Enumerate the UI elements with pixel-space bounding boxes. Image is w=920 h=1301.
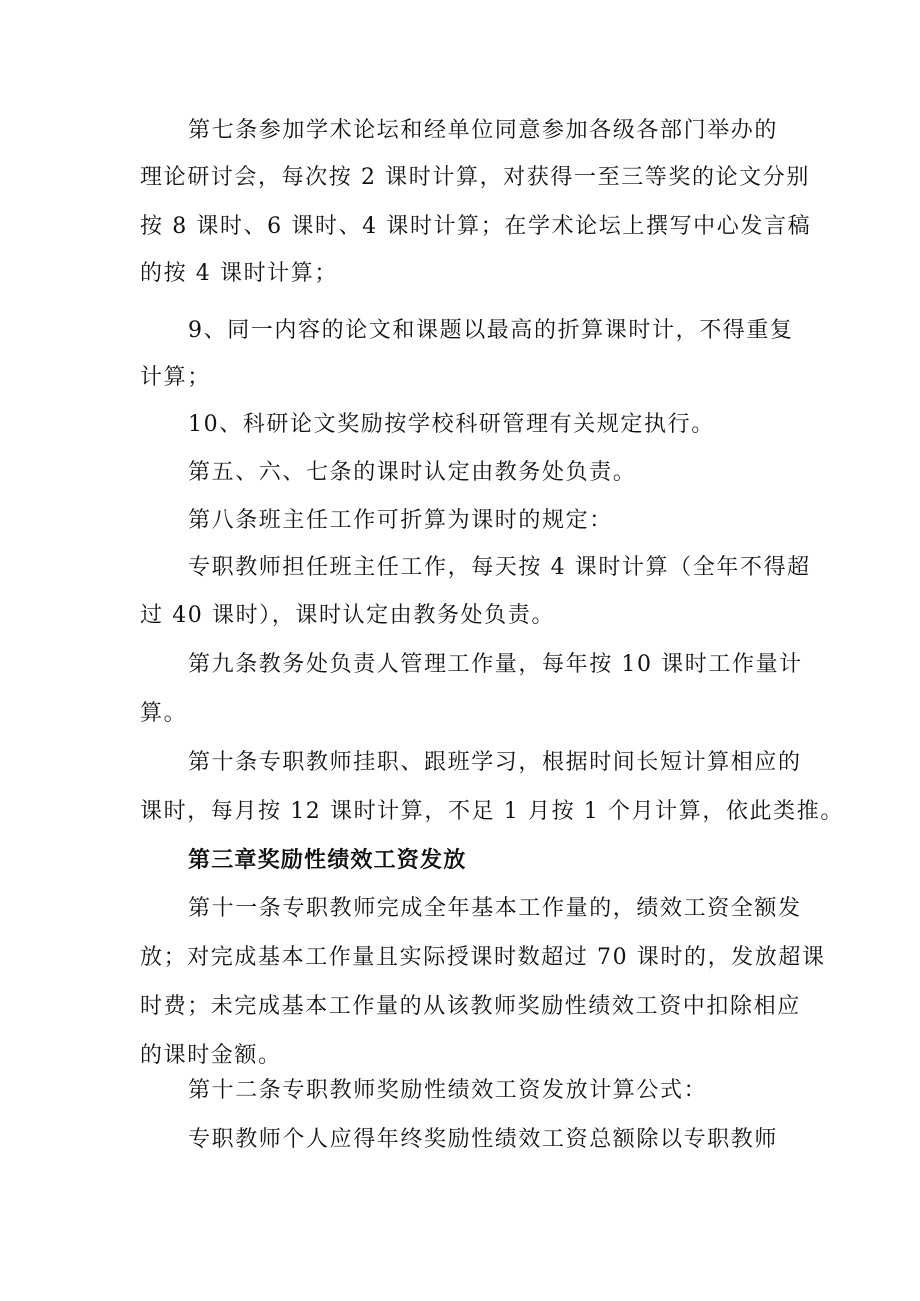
- paragraph-item-9-line-2: 计算；: [140, 365, 211, 390]
- paragraph-formula-line-1: 专职教师个人应得年终奖励性绩效工资总额除以专职教师: [188, 1127, 779, 1152]
- paragraph-article-11-line-1: 第十一条专职教师完成全年基本工作量的，绩效工资全额发: [188, 896, 802, 921]
- paragraph-article-11-line-4: 的课时金额。: [140, 1043, 282, 1068]
- paragraph-homeroom-line-2: 过 40 课时），课时认定由教务处负责。: [140, 603, 555, 628]
- paragraph-article-9-line-1: 第九条教务处负责人管理工作量，每年按 10 课时工作量计: [188, 652, 803, 677]
- paragraph-article-10-line-1: 第十条专职教师挂职、跟班学习，根据时间长短计算相应的: [188, 750, 802, 775]
- paragraph-article-7-line-1: 第七条参加学术论坛和经单位同意参加各级各部门举办的: [188, 118, 779, 143]
- paragraph-article-7-line-3: 按 8 课时、6 课时、4 课时计算；在学术论坛上撰写中心发言稿: [140, 214, 812, 239]
- paragraph-article-7-line-2: 理论研讨会，每次按 2 课时计算，对获得一至三等奖的论文分别: [140, 165, 810, 190]
- paragraph-article-11-line-3: 时费；未完成基本工作量的从该教师奖励性绩效工资中扣除相应: [140, 994, 801, 1019]
- paragraph-article-11-line-2: 放；对完成基本工作量且实际授课时数超过 70 课时的，发放超课: [140, 945, 826, 970]
- paragraph-article-7-line-4: 的按 4 课时计算；: [140, 261, 338, 286]
- paragraph-item-9-line-1: 9、同一内容的论文和课题以最高的折算课时计，不得重复: [188, 318, 794, 343]
- chapter-3-heading: 第三章奖励性绩效工资发放: [188, 848, 467, 873]
- paragraph-article-8: 第八条班主任工作可折算为课时的规定：: [188, 508, 613, 533]
- paragraph-articles-5-7-note: 第五、六、七条的课时认定由教务处负责。: [188, 460, 637, 485]
- paragraph-article-9-line-2: 算。: [140, 701, 188, 726]
- paragraph-article-10-line-2: 课时，每月按 12 课时计算，不足 1 月按 1 个月计算，依此类推。: [140, 799, 844, 824]
- paragraph-item-10: 10、科研论文奖励按学校科研管理有关规定执行。: [188, 412, 715, 437]
- paragraph-homeroom-line-1: 专职教师担任班主任工作，每天按 4 课时计算（全年不得超: [188, 555, 811, 580]
- paragraph-article-12: 第十二条专职教师奖励性绩效工资发放计算公式：: [188, 1078, 708, 1103]
